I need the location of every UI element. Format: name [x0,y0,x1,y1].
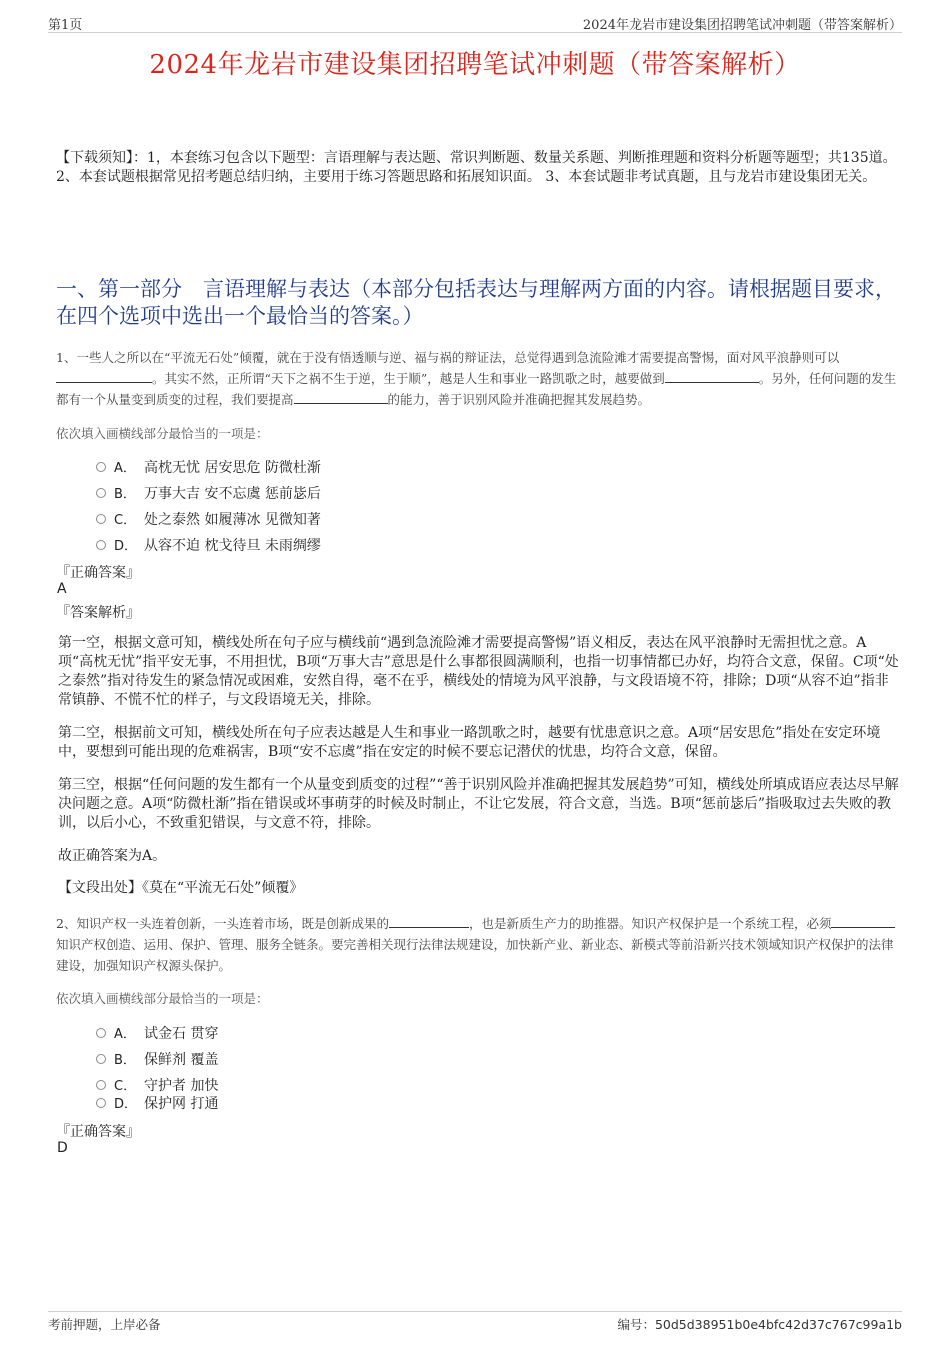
analysis-conclusion: 故正确答案为A。 [58,848,167,864]
question-1-option-b[interactable]: B． 万事大吉 安不忘虞 惩前毖后 [96,483,321,503]
radio-icon[interactable] [96,488,106,498]
question-1-option-a[interactable]: A． 高枕无忧 居安思危 防微杜渐 [96,457,321,477]
question-2-correct-label: 『正确答案』 [56,1124,140,1140]
question-1-analysis-label: 『答案解析』 [56,605,140,621]
radio-icon[interactable] [96,462,106,472]
page-number: 第1页 [48,18,83,33]
fill-blank [56,370,152,383]
question-2-option-b[interactable]: B． 保鲜剂 覆盖 [96,1049,218,1069]
header-doc-title: 2024年龙岩市建设集团招聘笔试冲刺题（带答案解析） [582,18,902,33]
section-heading: 一、第一部分 言语理解与表达（本部分包括表达与理解两方面的内容。请根据题目要求，在四个选项中选出一个最恰当的答案。） [56,277,896,328]
question-1-correct-label: 『正确答案』 [56,565,140,581]
question-2-text: 2、知识产权一头连着创新，一头连着市场，既是创新成果的 ，也是新质生产力的助推器。知识产权保护是一个系统工程，必须知识产权创造、运用、保护、管理、服务全链条。要完善相关现行法律法规建设，加快新产业、新业态、新模式等前沿新兴技术领域知识产权保护的法律建设，加强知识产权源头保护。 [56,916,894,973]
question-1-prompt: 依次填入画横线部分最恰当的一项是： [56,426,269,441]
analysis-paragraph-2: 第二空，根据前文可知，横线处所在句子应表达越是人生和事业一路凯歌之时，越要有忧患意识之意。A项“居安思危”指处在安定环境中，要想到可能出现的危难祸害，B项“安不忘虞”指在安定的时候不要忘记潜伏的忧患，均符合文意，保留。 [58,725,881,760]
question-2-answer: D [57,1140,68,1156]
question-2-option-d[interactable]: D． 保护网 打通 [96,1093,218,1113]
radio-icon[interactable] [96,514,106,524]
analysis-paragraph-3: 第三空，根据“任何问题的发生都有一个从量变到质变的过程”“善于识别风险并准确把握其发展趋势”可知，横线处所填成语应表达尽早解决问题之意。A项“防微杜渐”指在错误或坏事萌芽的时候及时制止，不让它发展，符合文意，当选。B项“惩前毖后”指吸取过去失败的教训，以后小心，不致重犯错误，与文意不符，排除。 [58,777,899,831]
question-2-option-a[interactable]: A． 试金石 贯穿 [96,1023,218,1043]
radio-icon[interactable] [96,1098,106,1108]
radio-icon[interactable] [96,540,106,550]
fill-blank [294,391,388,404]
document-title: 2024年龙岩市建设集团招聘笔试冲刺题（带答案解析） [149,50,801,80]
radio-icon[interactable] [96,1080,106,1090]
radio-icon[interactable] [96,1028,106,1038]
question-1-option-d[interactable]: D． 从容不迫 枕戈待旦 未雨绸缪 [96,535,321,555]
download-notice: 【下载须知】：1，本套练习包含以下题型：言语理解与表达题、常识判断题、数量关系题、判断推理题和资料分析题等题型；共135道。 2、本套试题根据常见招考题总结归纳，主要用于练习答题思路和拓展知识面。 3、本套试题非考试真题，且与龙岩市建设集团无关。 [56,150,897,185]
page-header [48,14,902,33]
document-id: 编号：50d5d38951b0e4bfc42d37c767c99a1b [617,1317,902,1332]
analysis-paragraph-1: 第一空，根据文意可知，横线处所在句子应与横线前“遇到急流险滩才需要提高警惕”语义相反，表达在风平浪静时无需担忧之意。A项“高枕无忧”指平安无事，不用担忧，B项“万事大吉”意思是什么事都很圆满顺利，也指一切事情都已办好，均符合文意，保留。C项“处之泰然”指对待发生的紧急情况或困难，安然自得，毫不在乎，横线处的情境为风平浪静，与文段语境不符，排除；D项“从容不迫”指非常镇静、不慌不忙的样子，与文段语境无关，排除。 [58,635,899,708]
text-source: 【文段出处】《莫在“平流无石处”倾覆》 [58,880,304,896]
question-2-option-c[interactable]: C． 守护者 加快 [96,1075,218,1095]
radio-icon[interactable] [96,1054,106,1064]
fill-blank [665,370,759,383]
footer-slogan: 考前押题，上岸必备 [48,1317,161,1332]
question-1-answer: A [57,581,67,597]
page-footer [48,1311,902,1332]
question-2-prompt: 依次填入画横线部分最恰当的一项是： [56,991,269,1006]
question-1-option-c[interactable]: C． 处之泰然 如履薄冰 见微知著 [96,509,321,529]
fill-blank [389,915,469,928]
fill-blank [831,915,895,928]
question-1-text: 1、一些人之所以在“平流无石处”倾覆，就在于没有悟透顺与逆、福与祸的辩证法，总觉得遇到急流险滩才需要提高警惕，面对风平浪静则可以。其实不然，正所谓“天下之祸不生于逆，生于顺”，越是人生和事业一路凯歌之时，越要做到 。另外，任何问题的发生都有一个从量变到质变的过程，我们要提高 的能力，善于识别风险并准确把握其发展趋势。 [56,350,897,407]
